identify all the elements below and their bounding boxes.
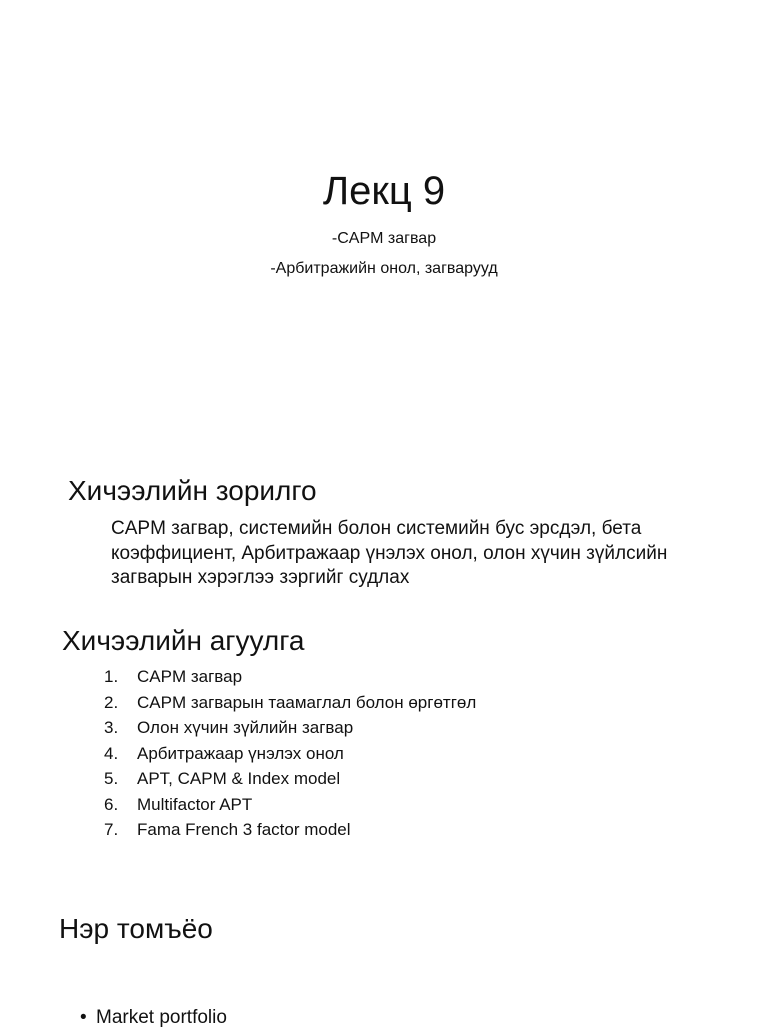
list-number: 3. (104, 718, 119, 737)
content-list-item (104, 664, 476, 690)
term-text: Market portfolio (96, 1007, 227, 1028)
content-list-item (104, 690, 476, 716)
content-heading: Хичээлийн агуулга (62, 625, 305, 656)
list-number: 2. (104, 692, 119, 712)
terms-heading: Нэр томъёо (59, 913, 213, 944)
list-number: 7. (104, 820, 119, 839)
content-list (104, 664, 476, 843)
list-number: 5. (104, 769, 119, 788)
list-item-text: CAPM загварын таамаглал болон өргөтгөл (137, 692, 477, 712)
terms-list-item (80, 1006, 227, 1030)
content-list-item (104, 741, 476, 767)
terms-list (80, 1006, 227, 1030)
list-item-text: APT, CAPM & Index model (137, 769, 341, 788)
list-number: 1. (104, 667, 119, 686)
content-list-item (104, 766, 476, 792)
list-item-text: CAPM загвар (137, 667, 243, 686)
content-list-item (104, 715, 476, 741)
list-item-text: Multifactor APT (137, 794, 253, 814)
lecture-title: Лекц 9 (322, 169, 446, 213)
content-list-item (104, 817, 476, 843)
goal-text: CAPM загвар, системийн болон системийн бус эрсдэл, бета коэффициент, Арбитражаар үнэлэх онол, олон хүчин зүйлсийн загварын хэрэглээ зэргийг судлах (111, 518, 668, 588)
subtitle-line-capm: -CAPM загвар (331, 230, 437, 247)
list-number: 4. (104, 743, 119, 763)
title-slide (0, 0, 768, 456)
list-number: 6. (104, 794, 119, 814)
bullet-marker: • (80, 1007, 87, 1028)
goal-heading: Хичээлийн зорилго (68, 475, 317, 506)
list-item-text: Олон хүчин зүйлийн загвар (137, 718, 354, 737)
subtitle-line-arbitrage: -Арбитражийн онол, загварууд (270, 260, 498, 277)
content-list-item (104, 792, 476, 818)
list-item-text: Fama French 3 factor model (137, 820, 351, 839)
list-item-text: Арбитражаар үнэлэх онол (137, 743, 344, 763)
